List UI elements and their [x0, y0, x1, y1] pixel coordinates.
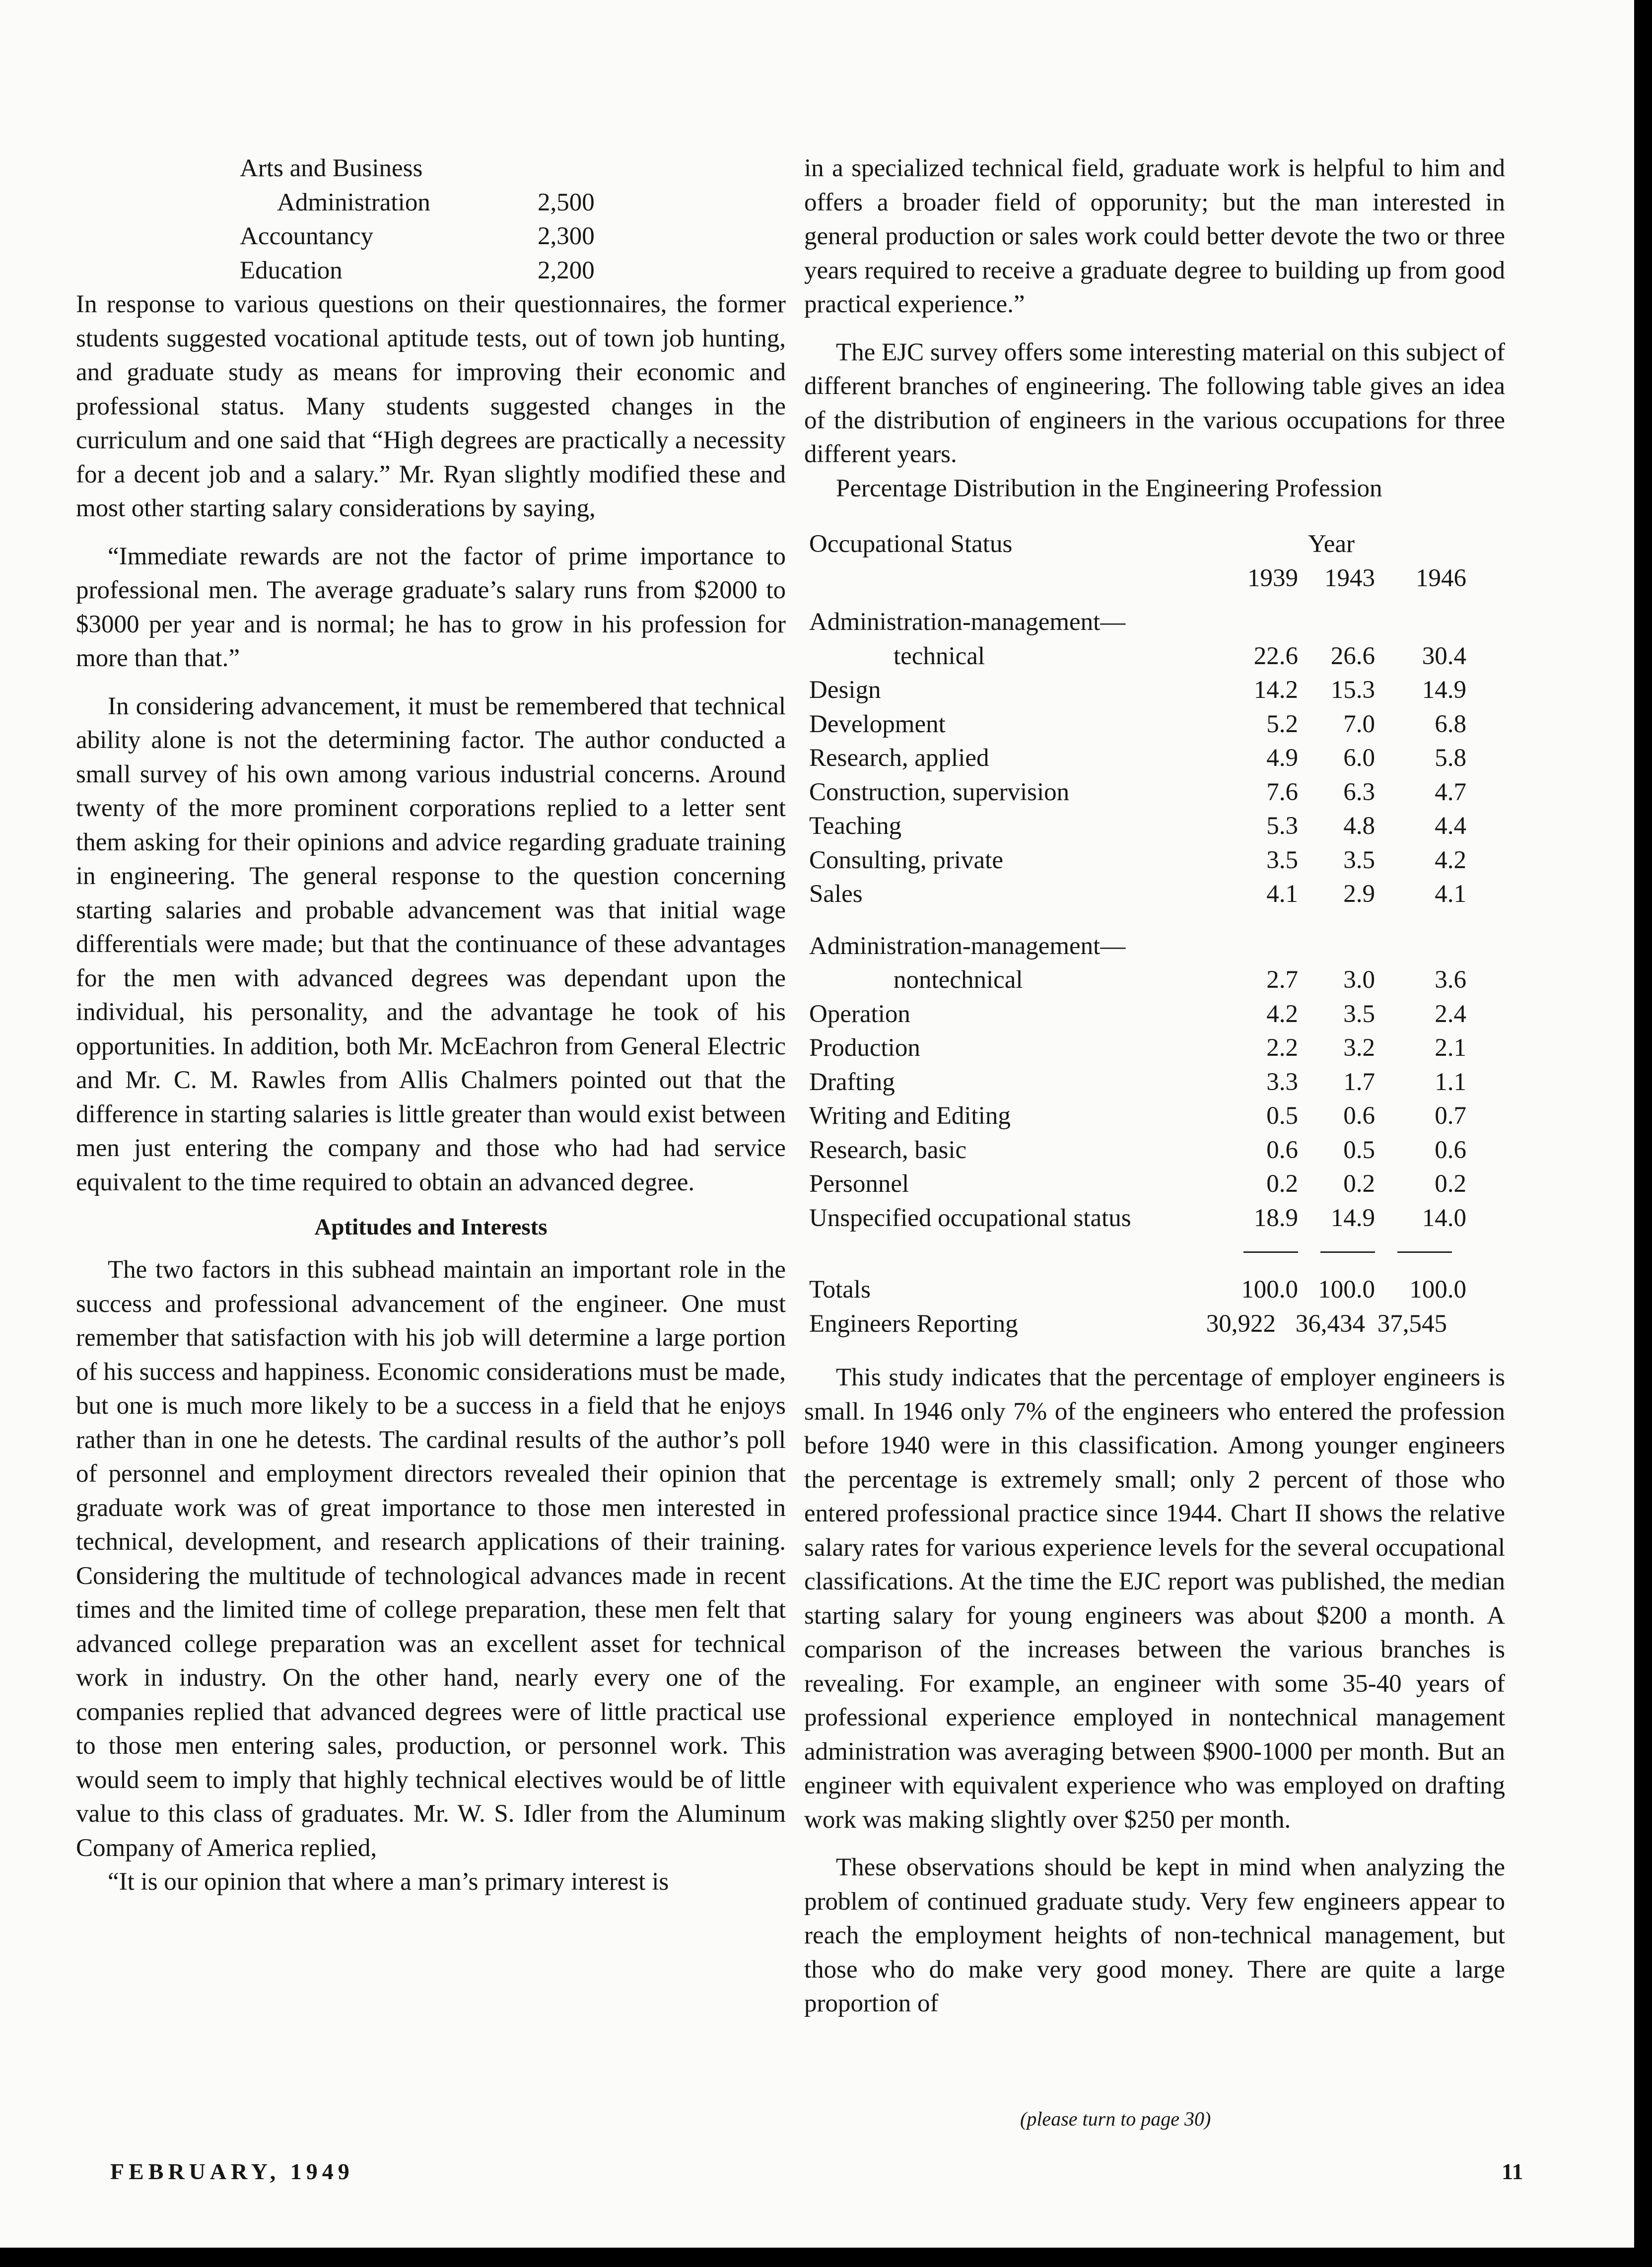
cell: 4.2: [1266, 1000, 1298, 1028]
salary-row: [240, 219, 687, 254]
row-label: Drafting: [809, 1068, 895, 1096]
cell: 100.0: [1318, 1276, 1375, 1304]
row-label: nontechnical: [894, 966, 1023, 994]
cell: 4.7: [1435, 778, 1466, 806]
row-label: Sales: [809, 880, 863, 908]
cell: 5.3: [1266, 812, 1298, 840]
cell: 22.6: [1253, 642, 1298, 670]
cell: 2.2: [1266, 1034, 1298, 1062]
years-header-row: [804, 561, 1505, 596]
cell: 4.4: [1435, 812, 1466, 840]
table-title: Percentage Distribution in the Engineering Profession: [836, 474, 1382, 502]
cell: 2.9: [1343, 880, 1375, 908]
cell: 1.1: [1435, 1068, 1466, 1096]
row-label: Totals: [809, 1276, 871, 1304]
cell: 7.6: [1266, 778, 1298, 806]
cell: 1.7: [1343, 1068, 1375, 1096]
page-number: 11: [1502, 2159, 1523, 2184]
issue-date: FEBRUARY, 1949: [110, 2159, 354, 2184]
paragraph: These observations should be kept in mind when analyzing the problem of continued graduate study. Very few engineers appear to reach the employment heights of non-technical management, but those who do make very good money. There are quite a large proportion of: [804, 1854, 1505, 2017]
paragraph: This study indicates that the percentage of employer engineers is small. In 1946 only 7% of the engineers who entered the profession before 1940 were in this classification. Among younger engineers the percentage is extremely small; only 2 percent of those who entered professional practice since 1944. Chart II shows the relative salary rates for various experience levels for the several occupational classifications. At the time the EJC report was published, the median starting salary for young engineers was about $200 a month. A comparison of the increases between the various branches is revealing. For example, an engineer with some 35-40 years of professional experience employed in nontechnical management administration was averaging between $900-1000 per month. But an engineer with equivalent experience who was employed on drafting work was making slightly over $250 per month.: [804, 1364, 1505, 1834]
cell: 2.1: [1435, 1034, 1466, 1062]
table-row: [804, 1133, 1505, 1168]
table-row: [804, 1031, 1505, 1065]
row-label: Teaching: [809, 812, 902, 840]
group-nontechnical: [804, 929, 1505, 1236]
cell: 3.6: [1435, 966, 1466, 994]
row-label: Construction, supervision: [809, 778, 1070, 806]
cell: 5.2: [1266, 710, 1298, 738]
continuation-note: (please turn to page 30): [1020, 2108, 1211, 2130]
quote-paragraph: “Immediate rewards are not the factor of prime importance to professional men. The average graduate’s salary runs from $2000 to $3000 per year and is normal; he has to grow in his profession for more than that.”: [76, 542, 786, 672]
salary-field: Arts and Business: [240, 154, 423, 182]
table-row: [804, 1201, 1505, 1236]
table-row: [804, 1099, 1505, 1133]
table-row: [804, 741, 1505, 775]
row-label: technical: [894, 642, 985, 670]
cell: 14.9: [1330, 1204, 1375, 1232]
row-label: Operation: [809, 1000, 910, 1028]
cell: 6.0: [1343, 744, 1375, 772]
table-row: [804, 843, 1505, 878]
section-heading: Aptitudes and Interests: [314, 1214, 548, 1240]
cell: 3.3: [1266, 1068, 1298, 1096]
cell: 3.2: [1343, 1034, 1375, 1062]
cell: 14.9: [1422, 676, 1466, 704]
cell: 30,922: [1206, 1309, 1276, 1338]
cell: 4.1: [1435, 880, 1466, 908]
row-label: Development: [809, 710, 946, 738]
cell: 5.8: [1435, 744, 1466, 772]
cell: 4.1: [1266, 880, 1298, 908]
engineering-distribution-table: [804, 509, 1505, 1341]
cell: 18.9: [1253, 1204, 1298, 1232]
cell: 3.5: [1343, 1000, 1375, 1028]
cell: 15.3: [1330, 676, 1375, 704]
cell: 100.0: [1241, 1276, 1298, 1304]
table-header-row: [804, 527, 1505, 561]
row-label: Personnel: [809, 1170, 909, 1198]
group-technical: [804, 605, 1505, 911]
cell: 6.3: [1343, 778, 1375, 806]
cell: 37,545: [1377, 1309, 1447, 1338]
cell: 4.9: [1266, 744, 1298, 772]
salary-value: 2,200: [538, 256, 595, 284]
table-row: [804, 1167, 1505, 1201]
row-label: Research, basic: [809, 1136, 967, 1164]
row-label: Production: [809, 1034, 920, 1062]
totals-row: [804, 1273, 1505, 1307]
row-label: Writing and Editing: [809, 1102, 1011, 1130]
cell: 14.2: [1253, 676, 1298, 704]
salary-value: 2,500: [538, 188, 595, 216]
row-label: Research, applied: [809, 744, 989, 772]
salary-field: Administration: [277, 188, 430, 216]
cell: 26.6: [1330, 642, 1375, 670]
salary-row: [240, 151, 687, 186]
table-row: [804, 809, 1505, 843]
reporting-row: [804, 1307, 1505, 1341]
cell: 3.0: [1343, 966, 1375, 994]
row-label: Design: [809, 676, 881, 704]
quote-paragraph: in a specialized technical field, graduate work is helpful to him and offers a broader field of opporunity; but the man interested in general production or sales work could better devote the two or three years required to receive a graduate degree to building up from good practical experience.”: [804, 154, 1505, 318]
table-row: [804, 1065, 1505, 1099]
salary-row: [240, 186, 687, 220]
table-row: [804, 775, 1505, 810]
row-label: Unspecified occupational status: [809, 1204, 1131, 1232]
row-label: Administration-management—: [809, 608, 1126, 636]
divider: [1397, 1251, 1452, 1253]
paragraph: The EJC survey offers some interesting material on this subject of different branches of engineering. The following table gives an idea of the distribution of engineers in the various occupations for three different years.: [804, 338, 1505, 468]
cell: 4.8: [1343, 812, 1375, 840]
divider: [1320, 1251, 1375, 1253]
salary-field: Education: [240, 256, 343, 284]
cell: 0.5: [1266, 1102, 1298, 1130]
divider: [1243, 1251, 1298, 1253]
cell: 0.2: [1266, 1170, 1298, 1198]
table-row: [804, 963, 1505, 997]
cell: 7.0: [1343, 710, 1375, 738]
table-row: [804, 605, 1505, 639]
table-row: [804, 877, 1505, 911]
year-header: Year: [1308, 530, 1355, 558]
salary-table: [240, 151, 687, 287]
cell: 0.2: [1343, 1170, 1375, 1198]
cell: 0.2: [1435, 1170, 1466, 1198]
cell: 36,434: [1295, 1309, 1365, 1338]
table-row: [804, 673, 1505, 707]
cell: 30.4: [1422, 642, 1466, 670]
status-header: Occupational Status: [809, 530, 1013, 558]
cell: 0.7: [1435, 1102, 1466, 1130]
paragraph: In response to various questions on their questionnaires, the former students suggested vocational aptitude tests, out of town job hunting, and graduate study as means for improving their economic and professional status. Many students suggested changes in the curriculum and one said that “High degrees are practically a necessity for a decent job and a salary.” Mr. Ryan slightly modified these and most other starting salary considerations by saying,: [76, 290, 786, 522]
salary-value: [538, 151, 687, 186]
table-row: [804, 639, 1505, 674]
cell: 4.2: [1435, 846, 1466, 874]
table-row: [804, 929, 1505, 963]
cell: 3.5: [1343, 846, 1375, 874]
totals-rule: [804, 1235, 1505, 1253]
cell: 100.0: [1409, 1276, 1466, 1304]
row-label: Consulting, private: [809, 846, 1003, 874]
quote-paragraph: “It is our opinion that where a man’s primary interest is: [108, 1868, 669, 1896]
cell: 6.8: [1435, 710, 1466, 738]
salary-value: 2,300: [538, 222, 595, 250]
right-column: [804, 151, 1505, 2021]
cell: 3.5: [1266, 846, 1298, 874]
year-1939: 1939: [1247, 564, 1298, 592]
row-label: Engineers Reporting: [809, 1309, 1018, 1338]
table-row: [804, 707, 1505, 742]
cell: 0.6: [1343, 1102, 1375, 1130]
year-1943: 1943: [1324, 564, 1375, 592]
salary-field: Accountancy: [240, 222, 374, 250]
cell: 0.6: [1266, 1136, 1298, 1164]
cell: 2.4: [1435, 1000, 1466, 1028]
row-label: Administration-management—: [809, 932, 1126, 960]
cell: 2.7: [1266, 966, 1298, 994]
salary-row: [240, 254, 687, 288]
paragraph: In considering advancement, it must be remembered that technical ability alone is not the determining factor. The author conducted a small survey of his own among various industrial concerns. Around twenty of the more prominent corporations replied to a letter sent them asking for their opinions and advice regarding graduate training in engineering. The general response to the question concerning starting salaries and probable advancement was that initial wage differentials were made; but that the continuance of these advantages for the men with advanced degrees was dependant upon the individual, his personality, and the advantage he took of his opportunities. In addition, both Mr. McEachron from General Electric and Mr. C. M. Rawles from Allis Chalmers pointed out that the difference in starting salaries is little greater than would exist between men just entering the company and those who had had service equivalent to the time required to obtain an advanced degree.: [76, 692, 786, 1196]
table-row: [804, 997, 1505, 1031]
cell: 0.6: [1435, 1136, 1466, 1164]
cell: 0.5: [1343, 1136, 1375, 1164]
year-1946: 1946: [1416, 564, 1466, 592]
paragraph: The two factors in this subhead maintain an important role in the success and professional advancement of the engineer. One must remember that satisfaction with his job will determine a large portion of his success and happiness. Economic considerations must be made, but one is much more likely to be a success in a field that he enjoys rather than in one he detests. The cardinal results of the author’s poll of personnel and employment directors revealed their opinion that graduate work was of great importance to those men interested in technical, development, and research applications of their training. Considering the multitude of technological advances made in recent times and the limited time of college preparation, these men felt that advanced college preparation was an excellent asset for technical work in industry. On the other hand, nearly every one of the companies replied that advanced degrees were of little practical use to those men entering sales, production, or personnel work. This would seem to imply that highly technical electives would be of little value to this class of graduates. Mr. W. S. Idler from the Aluminum Company of America replied,: [76, 1256, 786, 1862]
left-column: [76, 151, 786, 1899]
cell: 14.0: [1422, 1204, 1466, 1232]
